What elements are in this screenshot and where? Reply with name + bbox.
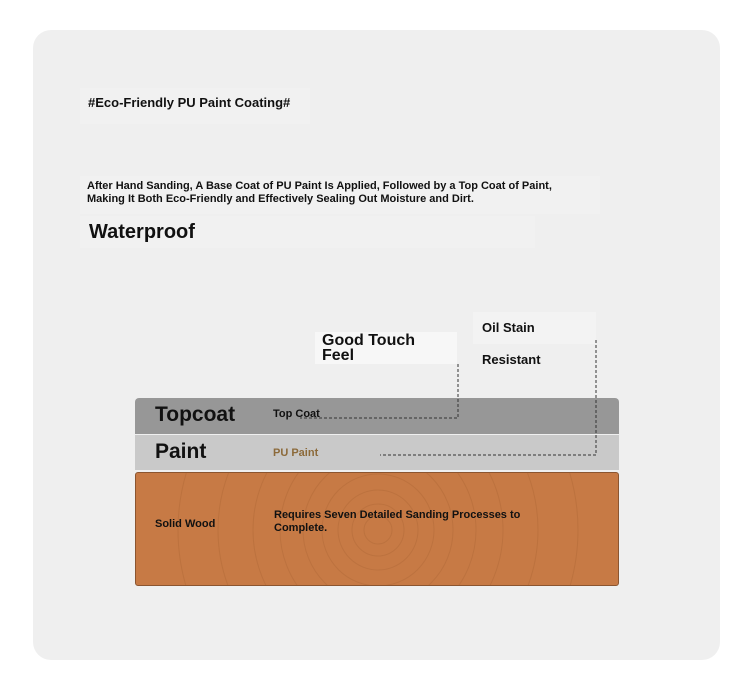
oil-stain-callout: Oil Stain Resistant bbox=[473, 312, 596, 344]
good-touch-line-1: Good Touch bbox=[322, 332, 416, 349]
page-title: #Eco-Friendly PU Paint Coating# bbox=[80, 88, 310, 124]
good-touch-leader-line bbox=[300, 364, 458, 418]
solid-wood-detail-line-1: Requires Seven Detailed Sanding Processes to bbox=[274, 509, 521, 521]
waterproof-feature: Waterproof bbox=[80, 216, 535, 248]
topcoat-label: Topcoat bbox=[155, 403, 236, 426]
description-line-1: After Hand Sanding, A Base Coat of PU Paint Is Applied, Followed by a Top Coat of Paint, bbox=[87, 180, 552, 192]
solid-wood-label: Solid Wood bbox=[155, 518, 216, 530]
paint-label: Paint bbox=[155, 440, 207, 463]
paint-detail: PU Paint bbox=[273, 447, 319, 459]
good-touch-line-2: Feel bbox=[322, 347, 355, 364]
solid-wood-detail-line-2: Complete. bbox=[274, 522, 328, 534]
topcoat-detail: Top Coat bbox=[273, 408, 320, 420]
description-line-2: Making It Both Eco-Friendly and Effectively Sealing Out Moisture and Dirt. bbox=[87, 193, 474, 205]
oil-stain-leader-line bbox=[380, 340, 596, 455]
